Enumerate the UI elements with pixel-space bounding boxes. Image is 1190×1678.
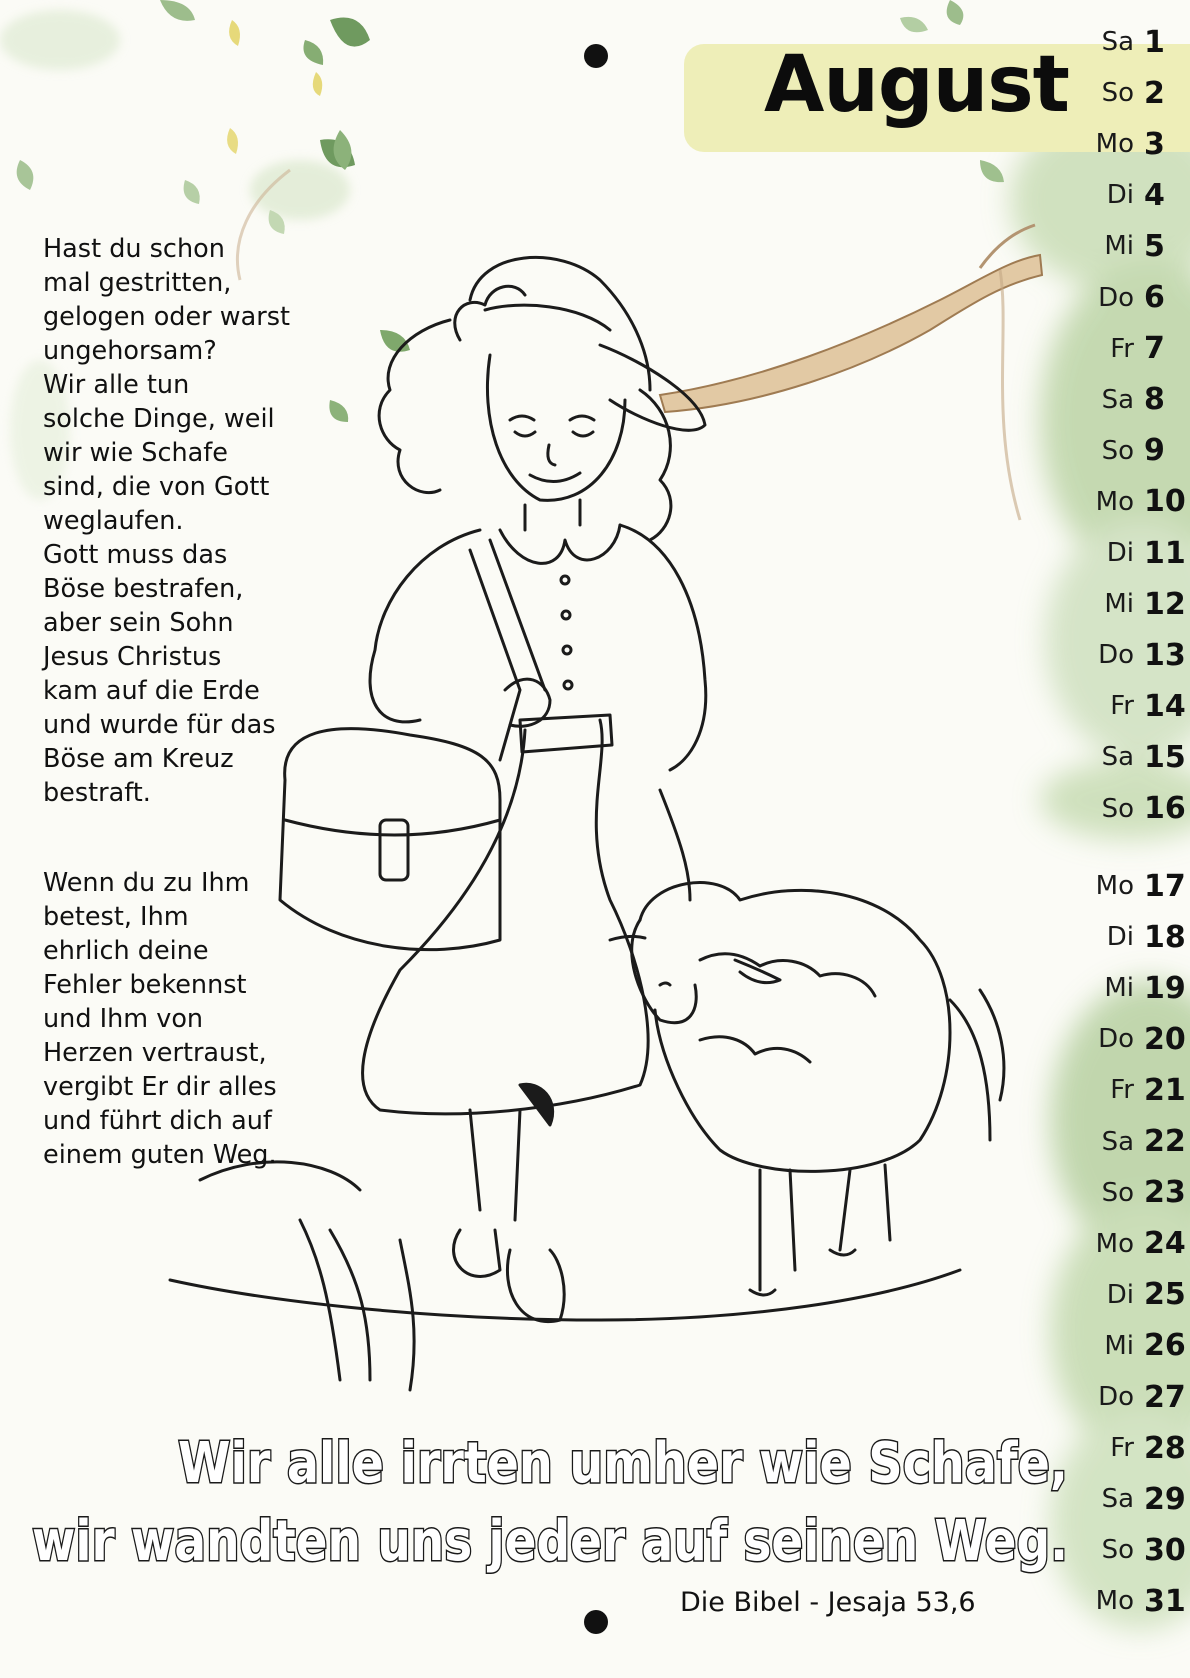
weekday-label: Di — [1106, 180, 1134, 211]
day-number: 28 — [1144, 1430, 1186, 1466]
weekday-label: Sa — [1101, 742, 1134, 773]
weekday-label: Do — [1098, 640, 1134, 671]
day-number: 5 — [1144, 228, 1165, 264]
weekday-label: Fr — [1110, 333, 1134, 364]
day-number: 3 — [1144, 126, 1165, 162]
weekday-label: Sa — [1101, 27, 1134, 57]
day-row — [1060, 1272, 1190, 1318]
day-number: 12 — [1144, 586, 1186, 622]
day-row — [1060, 70, 1190, 116]
day-row — [1060, 275, 1190, 321]
weekday-label: Di — [1106, 922, 1134, 953]
day-row — [1060, 428, 1190, 474]
day-row — [1060, 863, 1190, 909]
day-row — [1060, 965, 1190, 1011]
weekday-label: Mo — [1095, 1228, 1134, 1259]
weekday-label: Mi — [1104, 231, 1134, 262]
day-number: 6 — [1144, 280, 1165, 315]
punch-hole-top — [584, 44, 608, 68]
weekday-label: Sa — [1101, 384, 1134, 415]
weekday-label: Mi — [1104, 1330, 1134, 1361]
day-row — [1060, 1119, 1190, 1165]
weekday-label: So — [1101, 435, 1134, 466]
day-row — [1060, 683, 1190, 729]
day-number: 17 — [1144, 868, 1186, 904]
day-number: 13 — [1144, 637, 1186, 673]
punch-hole-bottom — [584, 1610, 608, 1634]
text-line: betest, Ihm — [43, 902, 189, 932]
weekday-label: Sa — [1101, 1126, 1134, 1157]
weekday-label: Do — [1098, 282, 1134, 313]
day-row — [1060, 19, 1190, 65]
day-number: 25 — [1144, 1277, 1186, 1313]
day-row — [1060, 326, 1190, 372]
weekday-label: Do — [1098, 1024, 1134, 1055]
devotional-paragraph-2 — [43, 866, 313, 1172]
day-number: 22 — [1144, 1124, 1186, 1159]
day-number: 19 — [1144, 970, 1186, 1006]
day-number: 21 — [1144, 1072, 1186, 1108]
day-row — [1060, 223, 1190, 269]
month-title: August — [764, 40, 1069, 130]
text-line: Böse bestrafen, — [43, 574, 244, 604]
day-row — [1060, 172, 1190, 218]
day-number: 4 — [1144, 177, 1165, 213]
weekday-label: Mo — [1095, 486, 1134, 517]
tree-branch — [237, 170, 1042, 520]
day-row — [1060, 1170, 1190, 1216]
day-number: 24 — [1144, 1226, 1186, 1262]
verse-reference: Die Bibel - Jesaja 53,6 — [680, 1587, 976, 1618]
day-row — [1060, 914, 1190, 960]
day-row — [1060, 377, 1190, 423]
day-number: 11 — [1144, 535, 1186, 571]
day-number: 23 — [1144, 1175, 1186, 1211]
text-line: und wurde für das — [43, 710, 276, 740]
text-line: Böse am Kreuz — [43, 744, 234, 774]
weekday-label: Mo — [1095, 129, 1134, 160]
text-line: Herzen vertraust, — [43, 1038, 267, 1068]
day-number: 14 — [1144, 688, 1186, 724]
day-number: 29 — [1144, 1481, 1186, 1517]
day-row — [1060, 1374, 1190, 1420]
text-line: wir wie Schafe — [43, 438, 228, 468]
day-row — [1060, 786, 1190, 832]
day-number: 18 — [1144, 919, 1186, 955]
text-line: und führt dich auf — [43, 1106, 272, 1136]
day-number: 30 — [1144, 1532, 1186, 1568]
day-number: 27 — [1144, 1379, 1186, 1415]
day-row — [1060, 581, 1190, 627]
day-row — [1060, 530, 1190, 576]
day-row — [1060, 1323, 1190, 1369]
day-number: 8 — [1144, 382, 1165, 418]
text-line: aber sein Sohn — [43, 608, 234, 638]
weekday-label: Mi — [1104, 589, 1134, 620]
day-number: 10 — [1144, 484, 1186, 520]
weekday-label: Mi — [1104, 973, 1134, 1004]
weekday-label: Fr — [1110, 1075, 1134, 1106]
weekday-label: So — [1101, 1177, 1134, 1208]
text-line: Jesus Christus — [43, 642, 222, 672]
text-line: weglaufen. — [43, 506, 184, 536]
text-line: Gott muss das — [43, 540, 228, 570]
text-line: sind, die von Gott — [43, 472, 270, 502]
text-line: bestraft. — [43, 778, 151, 808]
day-row — [1060, 632, 1190, 678]
day-number: 20 — [1144, 1021, 1186, 1057]
weekday-label: Mo — [1095, 871, 1134, 901]
day-row — [1060, 1221, 1190, 1267]
text-line: gelogen oder warst — [43, 302, 291, 332]
day-number: 7 — [1144, 331, 1165, 367]
day-number: 15 — [1144, 739, 1186, 775]
day-number: 2 — [1144, 75, 1165, 111]
verse-line-2: wir wandten uns jeder auf seinen Weg. — [32, 1509, 1068, 1574]
text-line: mal gestritten, — [43, 268, 232, 298]
text-line: kam auf die Erde — [43, 676, 260, 706]
day-number: 1 — [1144, 24, 1165, 60]
verse-line-1: Wir alle irrten umher wie Schafe, — [178, 1431, 1068, 1496]
weekday-label: Fr — [1110, 691, 1134, 722]
weekday-label: Sa — [1101, 1484, 1134, 1515]
text-line: ehrlich deine — [43, 936, 209, 966]
weekday-label: So — [1101, 78, 1134, 109]
day-row — [1060, 734, 1190, 780]
weekday-label: Mo — [1095, 1586, 1134, 1617]
day-number: 26 — [1144, 1328, 1186, 1364]
day-row — [1060, 479, 1190, 525]
day-row — [1060, 1016, 1190, 1062]
text-line: Wir alle tun — [43, 370, 190, 400]
weekday-label: Fr — [1110, 1433, 1134, 1464]
day-row — [1060, 121, 1190, 167]
day-row — [1060, 1067, 1190, 1113]
weekday-label: So — [1101, 1535, 1134, 1566]
text-line: einem guten Weg. — [43, 1140, 277, 1170]
text-line: Wenn du zu Ihm — [43, 868, 250, 898]
text-line: vergibt Er dir alles — [43, 1072, 277, 1102]
weekday-label: So — [1101, 793, 1134, 824]
day-number: 9 — [1144, 433, 1165, 469]
weekday-label: Di — [1106, 538, 1134, 568]
text-line: ungehorsam? — [43, 336, 217, 366]
text-line: und Ihm von — [43, 1004, 204, 1034]
text-line: solche Dinge, weil — [43, 404, 275, 434]
weekday-label: Di — [1106, 1279, 1134, 1310]
devotional-paragraph-1 — [43, 232, 313, 810]
text-line: Fehler bekennst — [43, 970, 247, 1000]
weekday-label: Do — [1098, 1382, 1134, 1412]
text-line: Hast du schon — [43, 234, 225, 264]
day-number: 31 — [1144, 1583, 1186, 1619]
day-number: 16 — [1144, 791, 1186, 826]
